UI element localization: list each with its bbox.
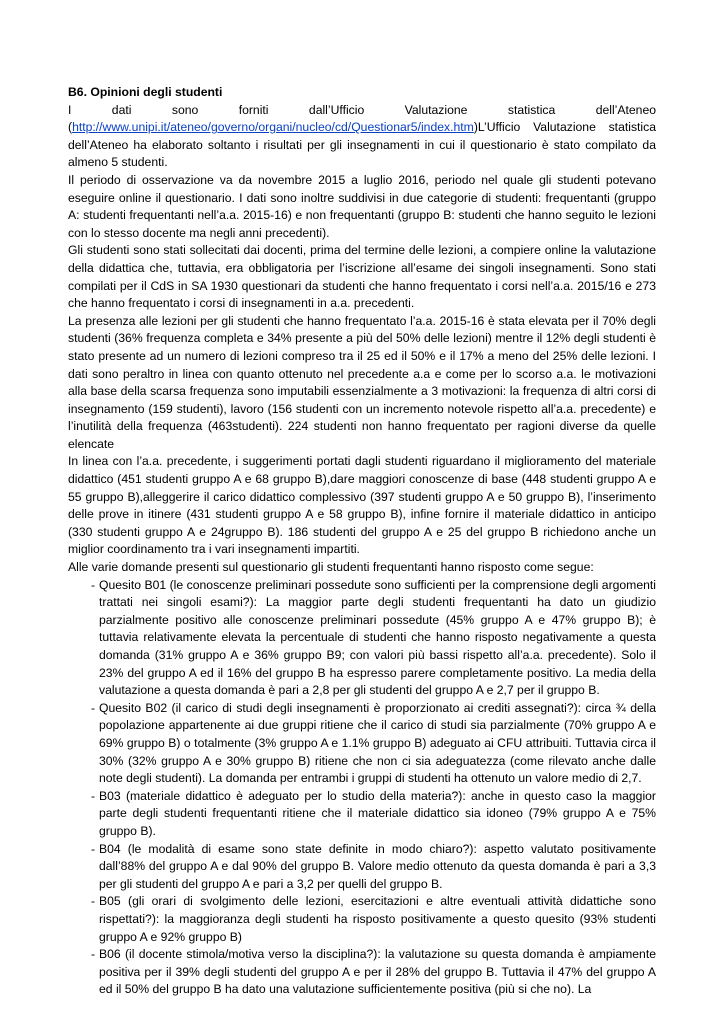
open-parenthesis: ( — [68, 120, 73, 135]
bullet-dash: - — [91, 894, 96, 909]
list-item-text: B06 (il docente stimola/motiva verso la disciplina?): la valutazione su questa domanda è ampiamente positiva per il 39% degli studenti del gruppo A e per il 28% del gruppo B. Tuttavia il 47% del gruppo A ed il 50% del gruppo B ha dato una valutazione sufficientemente positiva (più si che no). La — [99, 947, 656, 997]
section-heading: B6. Opinioni degli studenti — [68, 85, 223, 99]
intro-word: sono — [171, 102, 199, 117]
paragraph-suggestions: In linea con l’a.a. precedente, i suggerimenti portati dagli studenti riguardano il miglioramento del materiale didattico (451 studenti gruppo A e 68 gruppo B),dare maggiori conoscenze di base (448 studenti gruppo A e 55 gruppo B),alleggerire il carico didattico complessivo (397 studenti gruppo A e 50 gruppo B), l’inserimento delle prove in itinere (431 studenti gruppo A e 58 gruppo B), infine fornire il materiale didattico in anticipo (330 studenti gruppo A e 24gruppo B). 186 studenti del gruppo A e 25 del gruppo B richiedono anche un miglior coordinamento tra i vari insegnamenti impartiti. — [68, 454, 656, 557]
paragraph-solicitation: Gli studenti sono stati sollecitati dai docenti, prima del termine delle lezioni, a compiere online la valutazione della didattica che, tuttavia, era obbligatoria per l’iscrizione all’esame dei singoli insegnamenti. Sono stati compilati per il CdS in SA 1930 questionari da studenti che hanno frequentato i corsi nell’a.a. 2015/16 e 273 che hanno frequentato i corsi di insegnamenti in a.a. precedenti. — [68, 243, 656, 311]
list-item-text: B04 (le modalità di esame sono state definite in modo chiaro?): aspetto valutato positivamente dall’88% del gruppo A e dal 90% del gruppo B. Valore medio ottenuto da questa domanda è pari a 3,3 per gli studenti del gruppo A e pari a 3,2 per quelli del gruppo B. — [99, 841, 656, 891]
list-item-text: Quesito B02 (il carico di studi degli insegnamenti è proporzionato ai crediti assegnati?): circa ¾ della popolazione appartenente ai due gruppi ritiene che il carico di studi sia parzialmente (70% gruppo A e 69% gruppo B) o totalmente (3% gruppo A e 1.1% gruppo B) adeguato ai CFU attribuiti. Tuttavia circa il 30% (32% gruppo A e 30% gruppo B) ritiene che non ci sia adeguatezza (come rilevato anche dalle note degli studenti). La domanda per entrambi i gruppi di studenti ha ottenuto un valore medio di 2,7. — [99, 700, 656, 786]
list-item-b03 — [68, 788, 656, 841]
bullet-dash: - — [91, 700, 96, 715]
intro-word: dall’Ufficio — [308, 102, 365, 117]
document-page — [68, 84, 656, 999]
list-item-text: Quesito B01 (le conoscenze preliminari possedute sono sufficienti per la comprensione degli argomenti trattati nei singoli esami?): La maggior parte degli studenti frequentanti ha dato un giudizio parzialmente positivo alle conoscenze preliminari possedute (45% gruppo A e 47% gruppo B); è tuttavia relativamente elevata la percentuale di studenti che hanno risposto negativamente a questa domanda (31% gruppo A e 36% gruppo B9; con valori più bassi rispetto all’a.a. precedente). Solo il 23% del gruppo A ed il 16% del gruppo B ha espresso parere completamente positivo. La media della valutazione a questa domanda è pari a 2,8 per gli studenti del gruppo A e 2,7 per il gruppo B. — [99, 577, 656, 698]
paragraph-observation-period: Il periodo di osservazione va da novembre 2015 a luglio 2016, periodo nel quale gli studenti potevano eseguire online il questionario. I dati sono inoltre suddivisi in due categorie di studenti: frequentanti (gruppo A: studenti frequentanti nell’a.a. 2015-16) e non frequentanti (gruppo B: studenti che hanno seguito le lezioni con lo stesso docente ma negli anni precedenti). — [68, 172, 656, 240]
list-item-b05 — [68, 893, 656, 946]
intro-word: forniti — [238, 102, 269, 117]
intro-paragraph — [68, 119, 656, 172]
questionnaire-link[interactable]: http://www.unipi.it/ateneo/governo/organi/nucleo/cd/Questionar5/index.htm — [72, 120, 474, 135]
bullet-dash: - — [91, 577, 96, 592]
list-item-text: B03 (materiale didattico è adeguato per lo studio della materia?): anche in questo caso la maggior parte degli studenti frequentanti ritiene che il materiale didattico sia idoneo (79% gruppo A e 75% gruppo B). — [99, 788, 656, 838]
intro-word: I — [68, 102, 72, 117]
intro-word: dell’Ateneo — [595, 102, 656, 117]
bullet-dash: - — [91, 947, 96, 962]
intro-rest: )L’Ufficio Valutazione statistica dell’Ateneo ha elaborato soltanto i risultati per gli insegnamenti in cui il questionario è stato compilato da almeno 5 studenti. — [68, 120, 656, 170]
list-item-text: B05 (gli orari di svolgimento delle lezioni, esercitazioni e altre eventuali attività didattiche sono rispettati?): la maggioranza degli studenti ha risposto positivamente a questo quesito (93% studenti gruppo A e 92% gruppo B) — [99, 894, 656, 944]
list-item-b04 — [68, 841, 656, 894]
bullet-dash: - — [91, 788, 96, 803]
intro-word: Valutazione — [404, 102, 468, 117]
paragraph-attendance: La presenza alle lezioni per gli studenti che hanno frequentato l’a.a. 2015-16 è stata elevata per il 70% degli studenti (36% frequenza completa e 34% presente a più del 50% delle lezioni) mentre il 12% degli studenti è stato presente ad un numero di lezioni compreso tra il 25 ed il 50% e il 17% a meno del 25% delle lezioni. I dati sono peraltro in linea con quanto ottenuto nel precedente a.a e come per lo scorso a.a. le motivazioni alla base della scarsa frequenza sono imputabili essenzialmente a 3 motivazioni: la frequenza di altri corsi di insegnamento (159 studenti), lavoro (156 studenti con un incremento notevole rispetto all’a.a. precedente) e l’inutilità della frequenza (463studenti). 224 studenti non hanno frequentato per ragioni diverse da quelle elencate — [68, 313, 656, 451]
list-item-b06 — [68, 946, 656, 999]
answers-list — [68, 577, 656, 999]
bullet-dash: - — [91, 841, 96, 856]
list-item-b01 — [68, 577, 656, 700]
intro-first-line — [68, 102, 656, 120]
intro-word: statistica — [507, 102, 556, 117]
list-item-b02 — [68, 700, 656, 788]
intro-word: dati — [111, 102, 132, 117]
paragraph-answers-intro: Alle varie domande presenti sul questionario gli studenti frequentanti hanno risposto come segue: — [68, 560, 594, 575]
